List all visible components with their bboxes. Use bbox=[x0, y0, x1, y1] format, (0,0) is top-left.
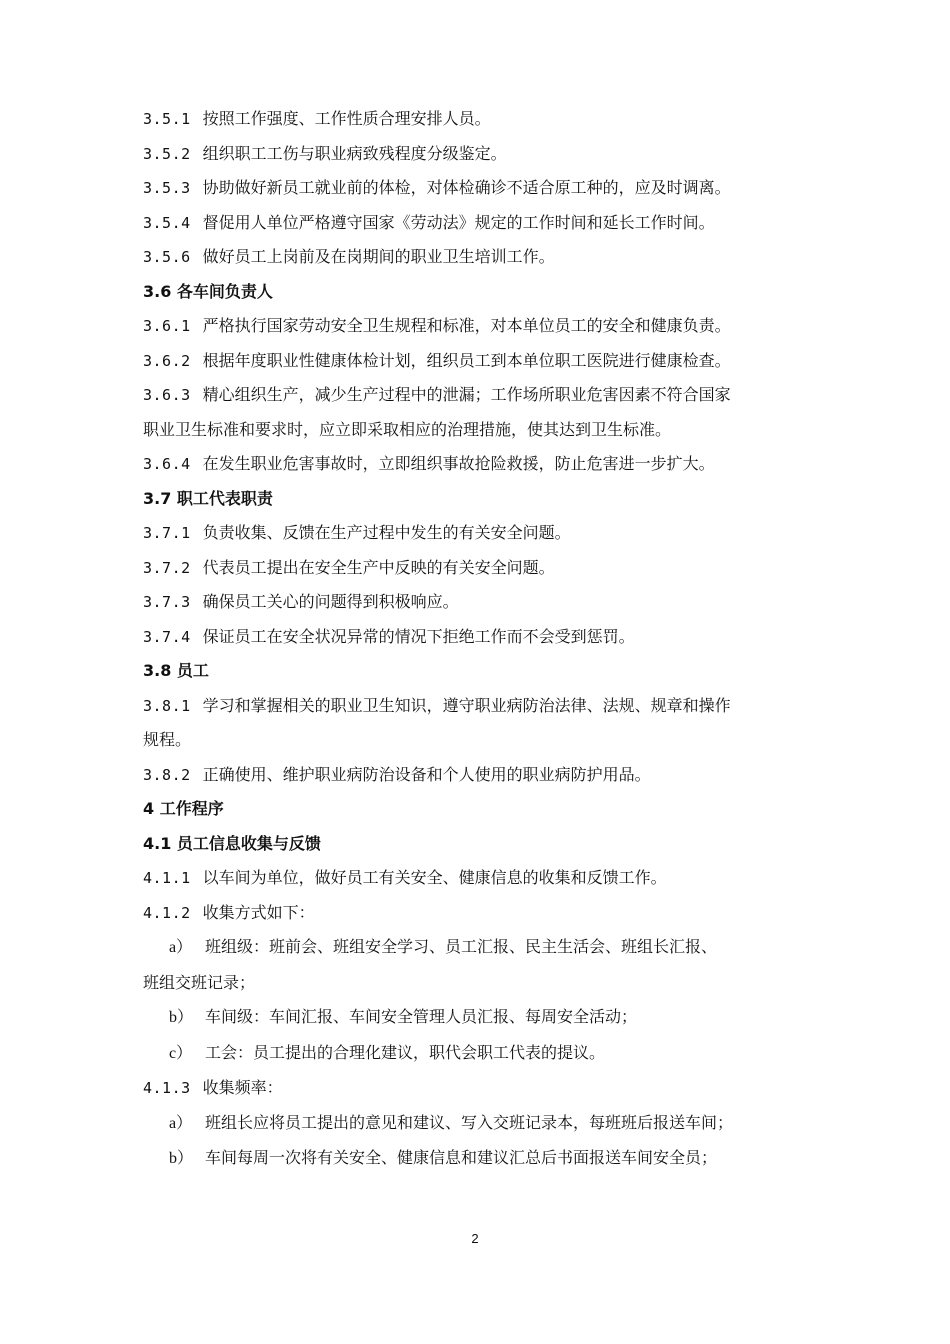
clause-3-8-1 bbox=[143, 689, 840, 724]
section-heading-3-6: 3.6 各车间负责人 bbox=[143, 281, 273, 301]
clause-3-7-3 bbox=[143, 585, 840, 620]
clause-3-8-2 bbox=[143, 758, 840, 793]
clause-text: 收集方式如下： bbox=[202, 902, 315, 922]
clause-text: 在发生职业危害事故时，立即组织事故抢险救援，防止危害进一步扩大。 bbox=[202, 454, 715, 473]
clause-4-1-1 bbox=[143, 861, 840, 896]
clause-text: 严格执行国家劳动安全卫生规程和标准，对本单位员工的安全和健康负责。 bbox=[202, 316, 731, 335]
section-heading-4: 4 工作程序 bbox=[143, 799, 224, 818]
clause-number: 3.6.3 bbox=[143, 386, 191, 404]
clause-number: 3.8.1 bbox=[143, 696, 191, 715]
clause-number: 3.6.2 bbox=[143, 351, 191, 370]
list-marker: b） bbox=[169, 1150, 194, 1167]
section-heading-3-8: 3.8 员工 bbox=[143, 661, 209, 680]
list-item-4-1-2-a bbox=[143, 930, 840, 966]
clause-text: 代表员工提出在安全生产中反映的有关安全问题。 bbox=[202, 557, 555, 577]
clause-text: 保证员工在安全状况异常的情况下拒绝工作而不会受到惩罚。 bbox=[202, 626, 635, 646]
clause-3-6-2 bbox=[143, 344, 840, 379]
clause-number: 3.7.2 bbox=[143, 558, 191, 577]
clause-text: 组织职工工伤与职业病致残程度分级鉴定。 bbox=[202, 143, 507, 163]
clause-number: 4.1.3 bbox=[143, 1079, 191, 1097]
list-marker: a） bbox=[169, 939, 193, 956]
clause-text: 正确使用、维护职业病防治设备和个人使用的职业病防护用品。 bbox=[202, 764, 651, 784]
list-text: 工会：员工提出的合理化建议，职代会职工代表的提议。 bbox=[205, 1042, 606, 1062]
list-item-4-1-2-c bbox=[143, 1036, 840, 1072]
clause-3-5-4 bbox=[143, 206, 840, 241]
clause-number: 3.7.4 bbox=[143, 627, 191, 646]
page-number: 2 bbox=[471, 1231, 479, 1246]
clause-3-7-1 bbox=[143, 516, 840, 551]
clause-number: 3.6.4 bbox=[143, 455, 191, 473]
clause-text: 精心组织生产，减少生产过程中的泄漏；工作场所职业危害因素不符合国家 bbox=[202, 385, 731, 404]
clause-3-5-2 bbox=[143, 137, 840, 172]
section-heading-3-7: 3.7 职工代表职责 bbox=[143, 488, 273, 508]
clause-3-8-1-continuation: 规程。 bbox=[143, 730, 192, 749]
clause-number: 3.5.3 bbox=[143, 179, 191, 197]
clause-4-1-2 bbox=[143, 896, 840, 931]
clause-text: 协助做好新员工就业前的体检，对体检确诊不适合原工种的，应及时调离。 bbox=[202, 178, 731, 197]
clause-4-1-3 bbox=[143, 1071, 840, 1106]
list-item-4-1-2-b bbox=[143, 1000, 840, 1036]
clause-number: 3.5.1 bbox=[143, 110, 191, 128]
clause-text: 学习和掌握相关的职业卫生知识，遵守职业病防治法律、法规、规章和操作 bbox=[202, 695, 731, 715]
clause-text: 负责收集、反馈在生产过程中发生的有关安全问题。 bbox=[202, 523, 571, 542]
clause-number: 3.5.6 bbox=[143, 248, 191, 266]
list-marker: c） bbox=[169, 1044, 193, 1062]
clause-3-6-4 bbox=[143, 447, 840, 482]
clause-number: 3.7.1 bbox=[143, 524, 191, 542]
section-heading-4-1: 4.1 员工信息收集与反馈 bbox=[143, 833, 321, 853]
clause-3-5-3 bbox=[143, 171, 840, 206]
clause-number: 4.1.2 bbox=[143, 903, 191, 922]
clause-number: 3.7.3 bbox=[143, 593, 191, 611]
list-text: 班组级：班前会、班组安全学习、员工汇报、民主生活会、班组长汇报、 bbox=[205, 937, 718, 956]
clause-text: 做好员工上岗前及在岗期间的职业卫生培训工作。 bbox=[202, 247, 555, 266]
list-item-4-1-3-a bbox=[143, 1106, 840, 1142]
clause-3-6-1 bbox=[143, 309, 840, 344]
clause-3-7-4 bbox=[143, 620, 840, 655]
clause-number: 3.8.2 bbox=[143, 765, 191, 784]
clause-number: 3.5.4 bbox=[143, 213, 191, 232]
clause-number: 3.6.1 bbox=[143, 317, 191, 335]
list-marker: a） bbox=[169, 1114, 193, 1132]
clause-3-6-3-continuation: 职业卫生标准和要求时，应立即采取相应的治理措施，使其达到卫生标准。 bbox=[143, 419, 672, 439]
clause-text: 以车间为单位，做好员工有关安全、健康信息的收集和反馈工作。 bbox=[202, 868, 667, 887]
clause-text: 督促用人单位严格遵守国家《劳动法》规定的工作时间和延长工作时间。 bbox=[202, 212, 715, 232]
list-item-4-1-2-a-continuation: 班组交班记录； bbox=[143, 972, 256, 992]
clause-3-5-6 bbox=[143, 240, 840, 275]
list-text: 车间级：车间汇报、车间安全管理人员汇报、每周安全活动； bbox=[205, 1007, 638, 1026]
clause-text: 按照工作强度、工作性质合理安排人员。 bbox=[202, 109, 491, 128]
clause-text: 收集频率： bbox=[202, 1078, 283, 1097]
clause-text: 根据年度职业性健康体检计划，组织员工到本单位职工医院进行健康检查。 bbox=[202, 350, 731, 370]
clause-3-5-1 bbox=[143, 102, 840, 137]
list-text: 班组长应将员工提出的意见和建议、写入交班记录本，每班班后报送车间； bbox=[205, 1112, 734, 1132]
clause-number: 3.5.2 bbox=[143, 144, 191, 163]
list-item-4-1-3-b bbox=[143, 1141, 840, 1177]
clause-number: 4.1.1 bbox=[143, 869, 191, 887]
clause-3-7-2 bbox=[143, 551, 840, 586]
clause-text: 确保员工关心的问题得到积极响应。 bbox=[202, 592, 459, 611]
clause-3-6-3 bbox=[143, 378, 840, 413]
list-marker: b） bbox=[169, 1009, 194, 1026]
list-text: 车间每周一次将有关安全、健康信息和建议汇总后书面报送车间安全员； bbox=[205, 1148, 718, 1167]
